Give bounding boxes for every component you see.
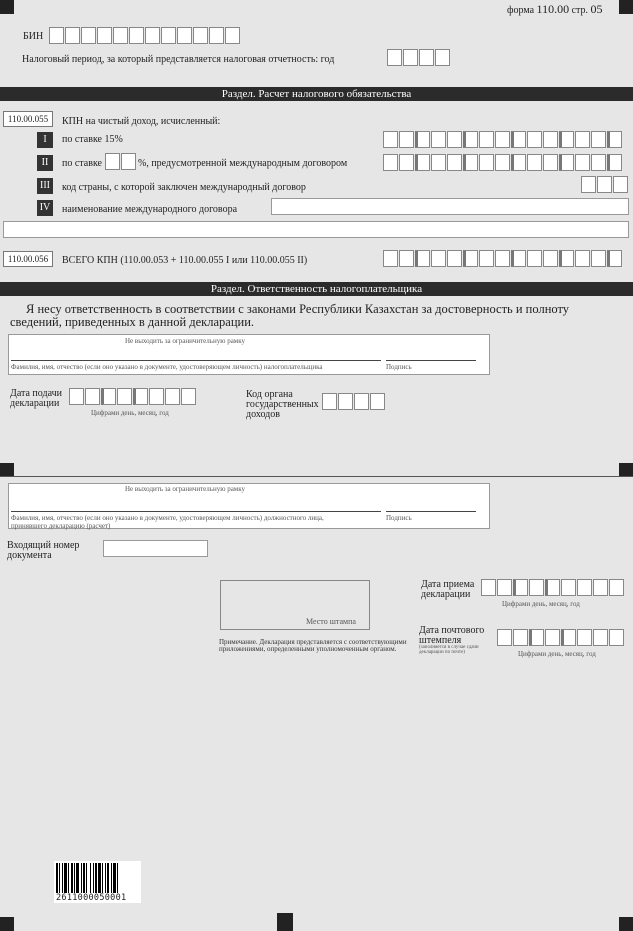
bin-label: БИН: [23, 31, 44, 42]
treaty-rate-cells[interactable]: [105, 153, 136, 170]
officer-name-hint-1: Фамилия, имя, отчество (если оно указано в документе, удостоверяющем личность) должностного лица,: [11, 514, 324, 522]
signature-hint-2: Подпись: [386, 514, 412, 522]
rate-treaty-label-a: по ставке: [62, 158, 102, 169]
treaty-name-label: наименование международного договора: [62, 204, 238, 215]
roman-iv: IV: [37, 200, 53, 216]
postal-date-cells[interactable]: [497, 629, 624, 646]
stamp-hint: Место штампа: [306, 617, 356, 626]
total-kpn-cells[interactable]: [383, 250, 622, 267]
corner-mark-mid-right: [619, 463, 633, 477]
roman-iii: III: [37, 178, 53, 194]
incoming-number-field[interactable]: [103, 540, 208, 557]
receipt-date-label-1: Дата приема: [421, 579, 475, 590]
authority-label-1: Код органа: [246, 389, 293, 400]
section-tax-calculation-title: Раздел. Расчет налогового обязательства: [0, 87, 633, 101]
form-number: 110.00: [536, 2, 570, 16]
corner-mark-bottom-right: [619, 917, 633, 931]
code-110-00-056: 110.00.056: [3, 251, 53, 267]
country-code-label: код страны, с которой заключен международный договор: [62, 182, 306, 193]
signature-hint-1: Подпись: [386, 363, 412, 371]
submit-date-label-1: Дата подачи: [10, 388, 63, 399]
page-label: стр.: [571, 5, 589, 16]
corner-mark-top-right: [619, 0, 633, 14]
year-cells[interactable]: [387, 49, 450, 66]
receipt-date-label-2: декларации: [421, 589, 471, 600]
frame-hint-2: Не выходить за ограничительную рамку: [125, 485, 246, 493]
treaty-name-field-continued[interactable]: [3, 221, 629, 238]
postal-date-label-2: штемпеля: [419, 635, 462, 646]
receipt-date-cells[interactable]: [481, 579, 624, 596]
signature-line-1: [386, 360, 476, 361]
rate-treaty-label-b: %, предусмотренной международным договором: [138, 158, 348, 169]
divider-line: [0, 476, 633, 477]
submit-date-cells[interactable]: [69, 388, 196, 405]
period-label: Налоговый период, за который представляется налоговая отчетность: год: [22, 54, 335, 65]
section-responsibility-title: Раздел. Ответственность налогоплательщика: [0, 282, 633, 296]
frame-hint-1: Не выходить за ограничительную рамку: [125, 337, 246, 345]
postal-date-label-1: Дата почтового: [419, 625, 485, 636]
treaty-name-field[interactable]: [271, 198, 629, 215]
submit-date-hint: Цифрами день, месяц, год: [91, 409, 169, 417]
form-header: [507, 4, 603, 16]
page-number: 05: [590, 2, 603, 16]
bin-cells[interactable]: [49, 27, 240, 44]
postal-date-hint: Цифрами день, месяц, год: [518, 650, 596, 658]
rate-treaty-cells[interactable]: [383, 154, 622, 171]
note-line-1: Примечание. Декларация представляется с соответствующими: [219, 638, 407, 646]
taxpayer-name-hint: Фамилия, имя, отчество (если оно указано в документе, удостоверяющем личность) налогоплательщика: [11, 363, 323, 371]
rate-15-cells[interactable]: [383, 131, 622, 148]
roman-i: I: [37, 132, 53, 148]
code-110-00-055: 110.00.055: [3, 111, 53, 127]
corner-mark-bottom-mid: [277, 913, 293, 931]
authority-label-3: доходов: [246, 409, 280, 420]
rate-15-label: по ставке 15%: [62, 134, 123, 145]
authority-code-cells[interactable]: [322, 393, 385, 410]
roman-ii: II: [37, 155, 53, 171]
corner-mark-top-left: [0, 0, 14, 14]
receipt-date-hint: Цифрами день, месяц, год: [502, 600, 580, 608]
country-code-cells[interactable]: [581, 176, 628, 193]
note-line-2: приложениями, определенными уполномоченным органом.: [219, 645, 397, 653]
barcode-number: 2611000050001: [56, 893, 127, 903]
responsibility-text-1: Я несу ответственность в соответствии с законами Республики Казахстан за достоверность и полноту: [26, 302, 570, 316]
total-kpn-label: ВСЕГО КПН (110.00.053 + 110.00.055 I или 110.00.055 II): [62, 255, 308, 266]
name-line-1: [11, 360, 381, 361]
name-line-2: [11, 511, 381, 512]
authority-label-2: государственных: [246, 399, 319, 410]
form-label: форма: [507, 5, 535, 16]
corner-mark-mid-left: [0, 463, 14, 477]
postal-date-sub: (заполняется в случае сдачи декларации по почте): [419, 645, 479, 655]
incoming-number-label-1: Входящий номер: [7, 540, 80, 551]
incoming-number-label-2: документа: [7, 550, 52, 561]
barcode: [54, 861, 141, 903]
corner-mark-bottom-left: [0, 917, 14, 931]
signature-line-2: [386, 511, 476, 512]
row55-title: КПН на чистый доход, исчисленный:: [62, 116, 221, 127]
officer-name-hint-2: принявшего декларацию (расчет): [11, 522, 111, 530]
responsibility-text-2: сведений, приведенных в данной декларации.: [10, 315, 255, 329]
submit-date-label-2: декларации: [10, 398, 60, 409]
